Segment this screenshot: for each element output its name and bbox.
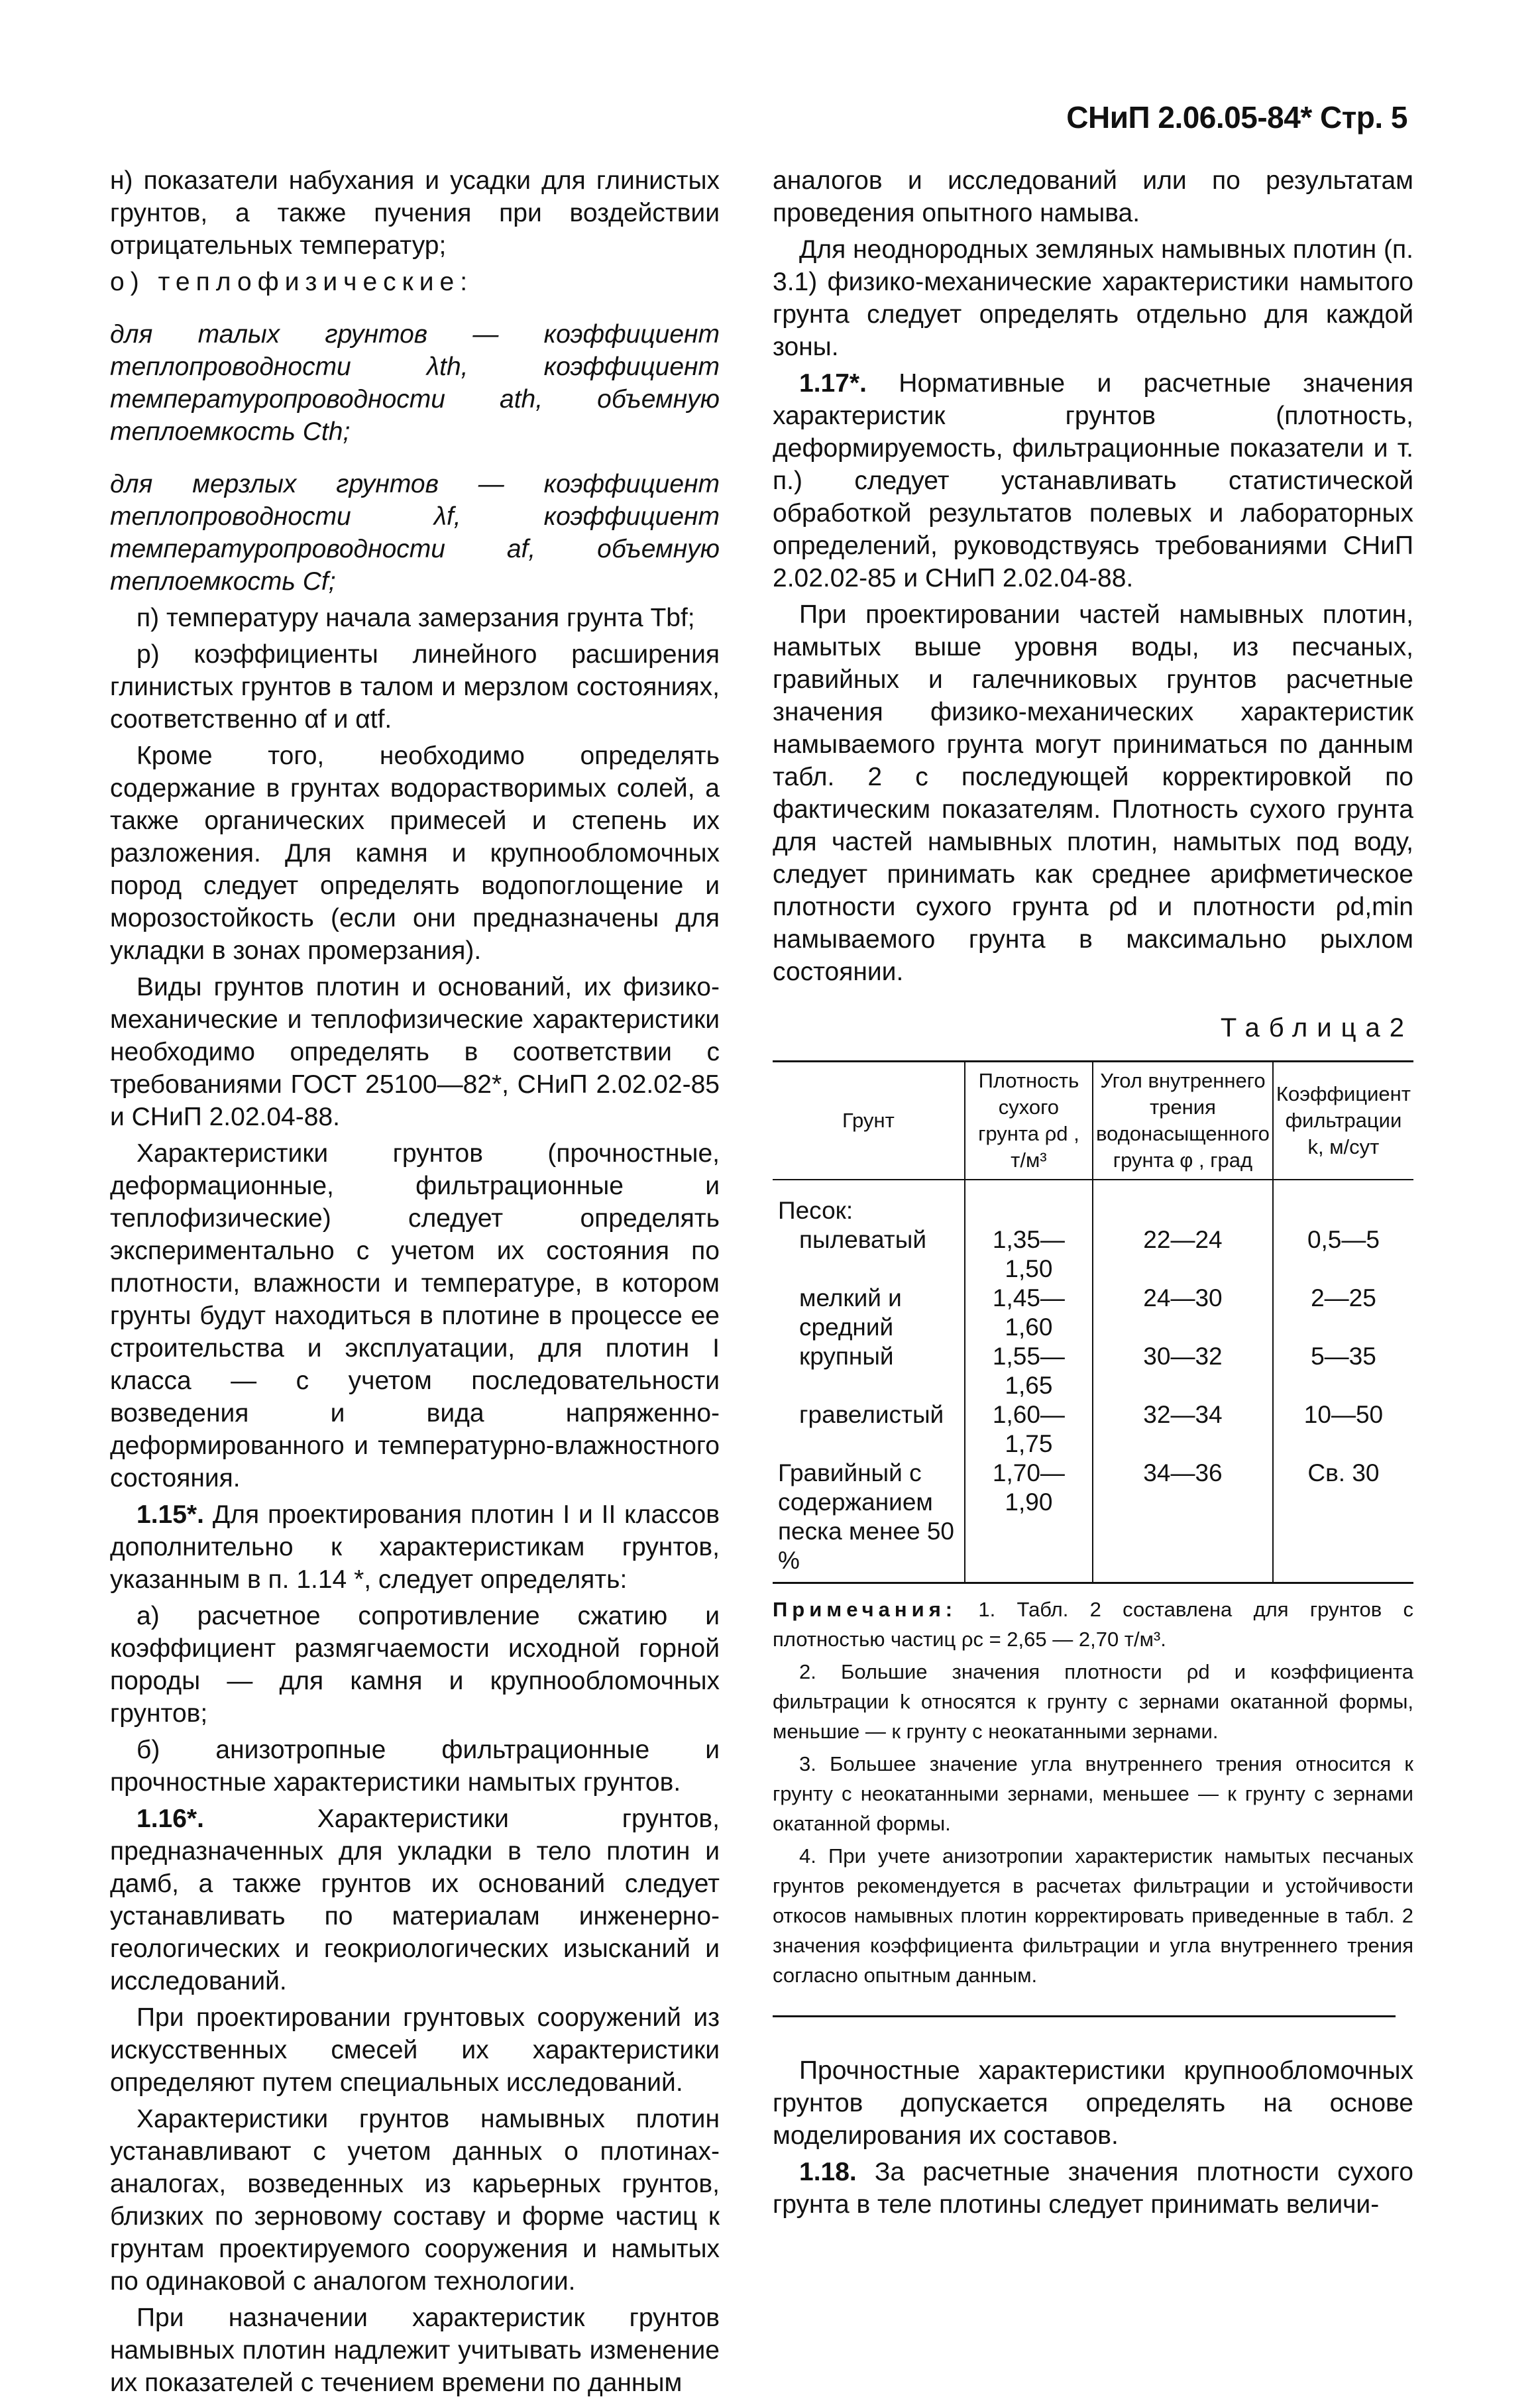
- table-cell: Песок:: [773, 1180, 965, 1225]
- table-cell: 5—35: [1273, 1342, 1413, 1400]
- divider: [773, 2015, 1396, 2017]
- soil-properties-table: [773, 1060, 1413, 1584]
- table-cell: 1,35—1,50: [965, 1225, 1093, 1284]
- clause-1-18: [773, 2156, 1413, 2221]
- table-cell: гравелистый: [773, 1400, 965, 1459]
- table-header-row: [773, 1062, 1413, 1180]
- table-cell: 1,45—1,60: [965, 1284, 1093, 1342]
- clause-text: За расчетные значения плотности сухого грунта в теле плотины следует принимать величи-: [773, 2158, 1413, 2219]
- paragraph: для талых грунтов — коэффициент теплопроводности λth, коэффициент температуропроводности ath, объемную теплоемкость Cth;: [110, 320, 720, 446]
- right-column: [773, 164, 1413, 2225]
- paragraph: а) расчетное сопротивление сжатию и коэффициент размягчаемости исходной горной породы — для камня и крупнообломочных грунтов;: [110, 1602, 720, 1728]
- table-row: [773, 1400, 1413, 1459]
- notes-heading: Примечания:: [773, 1598, 958, 1621]
- table-cell: 34—36: [1093, 1459, 1273, 1583]
- paragraph: Для неоднородных земляных намывных плотин (п. 3.1) физико-механические характеристики намытого грунта следует определять отдельно для каждой зоны.: [773, 235, 1413, 361]
- table-cell: 24—30: [1093, 1284, 1273, 1342]
- table-cell: 22—24: [1093, 1225, 1273, 1284]
- column-header: Грунт: [773, 1062, 965, 1180]
- table-notes: [773, 1594, 1413, 1990]
- note: 3. Большее значение угла внутреннего трения относится к грунту с неокатанными зернами, меньшее — к грунту с зернами окатанной формы.: [773, 1752, 1413, 1835]
- table-row: [773, 1225, 1413, 1284]
- paragraph: Характеристики грунтов намывных плотин устанавливают с учетом данных о плотинах-аналогах, возведенных из карьерных грунтов, близких по зерновому составу и форме частиц к грунтам проектируемого сооружения и намытых по одинаковой с аналогом технологии.: [110, 2105, 720, 2296]
- table-cell: 32—34: [1093, 1400, 1273, 1459]
- table-cell: Гравийный с содержанием песка менее 50 %: [773, 1459, 965, 1583]
- note: [773, 1594, 1413, 1654]
- table-row: [773, 1459, 1413, 1583]
- clause-1-15: [110, 1498, 720, 1596]
- clause-1-16: [110, 1803, 720, 1997]
- paragraph: для мерзлых грунтов — коэффициент теплопроводности λf, коэффициент температуропроводности af, объемную теплоемкость Cf;: [110, 470, 720, 596]
- paragraph: Характеристики грунтов (прочностные, деформационные, фильтрационные и теплофизические) следует определять экспериментально с учетом их состояния по плотности, влажности и температуре, в котором грунты будут находиться в плотине в процессе ее строительства и эксплуатации, для плотин I класса — с учетом последовательности возведения и вида напряженно-деформированного и температурно-влажностного состояния.: [110, 1139, 720, 1492]
- paragraph: н) показатели набухания и усадки для глинистых грунтов, а также пучения при воздействии отрицательных температур;: [110, 166, 720, 260]
- paragraph: При назначении характеристик грунтов намывных плотин надлежит учитывать изменение их показателей с течением времени по данным: [110, 2304, 720, 2397]
- table-cell: 1,60—1,75: [965, 1400, 1093, 1459]
- paragraph: п) температуру начала замерзания грунта Tbf;: [137, 604, 695, 632]
- paragraph: о) теплофизические:: [110, 268, 474, 296]
- column-header: Плотность сухого грунта ρd , т/м³: [965, 1062, 1093, 1180]
- clause-number: 1.15*.: [137, 1500, 204, 1529]
- table-cell: 30—32: [1093, 1342, 1273, 1400]
- paragraph: При проектировании частей намывных плотин, намытых выше уровня воды, из песчаных, гравийных и галечниковых грунтов расчетные значения физико-механических характеристик намываемого грунта могут приниматься по данным табл. 2 с последующей корректировкой по фактическим показателям. Плотность сухого грунта для частей намывных плотин, намытых под воду, следует принимать как среднее арифметическое плотности сухого грунта ρd и плотности ρd,min намываемого грунта в максимально рыхлом состоянии.: [773, 600, 1413, 986]
- clause-1-17: [773, 367, 1413, 594]
- paragraph: аналогов и исследований или по результатам проведения опытного намыва.: [773, 166, 1413, 227]
- clause-text: Характеристики грунтов, предназначенных для укладки в тело плотин и дамб, а также грунтов их оснований следует устанавливать по материалам инженерно-геологических и геокриологических изысканий и исследований.: [110, 1805, 720, 1995]
- clause-number: 1.18.: [799, 2158, 857, 2186]
- table-row: [773, 1342, 1413, 1400]
- clause-number: 1.17*.: [799, 369, 867, 398]
- clause-text: Нормативные и расчетные значения характеристик грунтов (плотность, деформируемость, фильтрационные показатели и т. п.) следует устанавливать статистической обработкой результатов полевых и лабораторных определений, руководствуясь требованиями СНиП 2.02.02-85 и СНиП 2.02.04-88.: [773, 369, 1413, 592]
- paragraph: При проектировании грунтовых сооружений из искусственных смесей их характеристики определяют путем специальных исследований.: [110, 2003, 720, 2097]
- paragraph: Прочностные характеристики крупнообломочных грунтов допускается определять на основе моделирования их составов.: [773, 2056, 1413, 2150]
- table-cell: пылеватый: [773, 1225, 965, 1284]
- table-cell: 10—50: [1273, 1400, 1413, 1459]
- table-cell: Св. 30: [1273, 1459, 1413, 1583]
- note: 4. При учете анизотропии характеристик намытых песчаных грунтов рекомендуется в расчетах фильтрации и устойчивости откосов намывных плотин корректировать приведенные в табл. 2 значения коэффициента фильтрации и угла внутреннего трения согласно опытным данным.: [773, 1844, 1413, 1987]
- paragraph: р) коэффициенты линейного расширения глинистых грунтов в талом и мерзлом состояниях, соответственно αf и αtf.: [110, 640, 720, 734]
- page-header: СНиП 2.06.05-84* Стр. 5: [1066, 100, 1407, 135]
- note: 2. Большие значения плотности ρd и коэффициента фильтрации k относятся к грунту с зернами окатанной формы, меньшие — к грунту с неокатанными зернами.: [773, 1660, 1413, 1743]
- left-column: [110, 164, 720, 2403]
- paragraph: Кроме того, необходимо определять содержание в грунтах водорастворимых солей, а также органических примесей и степень их разложения. Для камня и крупнообломочных пород следует определять водопоглощение и морозостойкость (если они предназначены для укладки в зонах промерзания).: [110, 742, 720, 965]
- table-cell: мелкий и средний: [773, 1284, 965, 1342]
- column-header: Коэффициент фильтрации k, м/сут: [1273, 1062, 1413, 1180]
- clause-text: Для проектирования плотин I и II классов дополнительно к характеристикам грунтов, указанным в п. 1.14 *, следует определять:: [110, 1500, 720, 1594]
- table-cell: крупный: [773, 1342, 965, 1400]
- column-header: Угол внутреннего трения водонасыщенного грунта φ , град: [1093, 1062, 1273, 1180]
- clause-number: 1.16*.: [137, 1805, 204, 1833]
- table-cell: 0,5—5: [1273, 1225, 1413, 1284]
- table-cell: 1,55—1,65: [965, 1342, 1093, 1400]
- table-row: [773, 1284, 1413, 1342]
- table-cell: 2—25: [1273, 1284, 1413, 1342]
- table-group-row: [773, 1180, 1413, 1225]
- paragraph: Виды грунтов плотин и оснований, их физико-механические и теплофизические характеристики необходимо определять в соответствии с требованиями ГОСТ 25100—82*, СНиП 2.02.02-85 и СНиП 2.02.04-88.: [110, 973, 720, 1131]
- table-cell: 1,70—1,90: [965, 1459, 1093, 1583]
- table-caption: Таблица2: [1220, 1013, 1413, 1042]
- paragraph: б) анизотропные фильтрационные и прочностные характеристики намытых грунтов.: [110, 1736, 720, 1797]
- note-text: 1. Табл. 2 составлена для грунтов с плотностью частиц ρc = 2,65 — 2,70 т/м³.: [773, 1598, 1413, 1651]
